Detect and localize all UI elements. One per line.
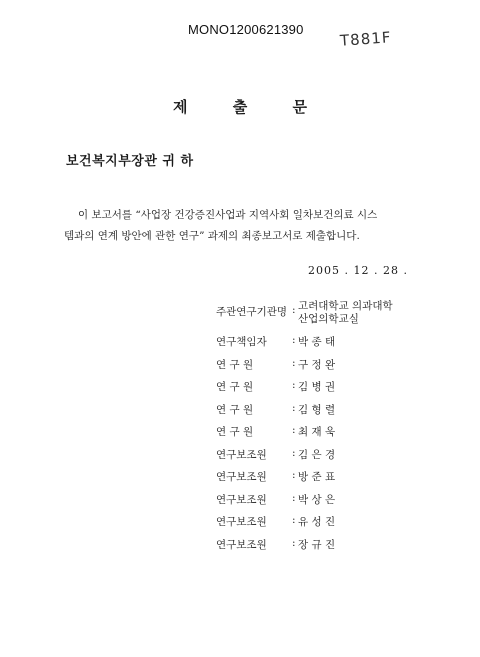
member-name: 박 상 은	[298, 493, 336, 506]
member-role: 연 구 원	[216, 403, 254, 416]
member-role: 연구보조원	[216, 471, 267, 483]
handwritten-mark: T881F	[339, 28, 392, 50]
member-role: 연 구 원	[216, 358, 254, 371]
separator: :	[292, 379, 296, 391]
member-role: 연 구 원	[216, 426, 254, 438]
member-row	[216, 537, 436, 560]
separator: :	[292, 469, 296, 481]
body-paragraph	[64, 205, 424, 247]
member-row	[216, 357, 436, 380]
member-name: 유 성 진	[298, 516, 336, 528]
member-row	[216, 424, 436, 447]
body-line-1: 이 보고서를 “사업장 건강증진사업과 지역사회 일차보건의료 시스	[78, 209, 378, 221]
member-row	[216, 447, 436, 470]
member-row	[216, 379, 436, 402]
institution-line-1: 고려대학교 의과대학	[298, 300, 393, 312]
member-name: 김 은 경	[298, 448, 336, 461]
member-role: 연구보조원	[216, 516, 267, 528]
separator: :	[292, 304, 296, 316]
member-name: 김 병 권	[298, 381, 336, 393]
separator: :	[292, 536, 296, 549]
member-row	[216, 334, 436, 357]
separator: :	[292, 446, 296, 459]
member-row	[216, 469, 436, 492]
separator: :	[292, 424, 296, 436]
member-row	[216, 492, 436, 515]
member-name: 김 형 렬	[298, 403, 336, 416]
separator: :	[292, 491, 296, 504]
member-name: 장 규 진	[298, 538, 336, 551]
member-name: 구 정 완	[298, 358, 336, 371]
member-name: 방 준 표	[298, 471, 336, 483]
member-role: 연구책임자	[216, 336, 267, 348]
member-role: 연 구 원	[216, 381, 254, 393]
addressee: 보건복지부장관 귀 하	[66, 154, 194, 169]
member-role: 연구보조원	[216, 493, 267, 506]
separator: :	[292, 334, 296, 346]
member-row	[216, 402, 436, 425]
member-role: 연구보조원	[216, 448, 267, 461]
member-name: 최 재 욱	[298, 426, 336, 438]
page-title: 제 출 문	[173, 98, 327, 116]
institution-row	[216, 300, 436, 334]
separator: :	[292, 514, 296, 526]
separator: :	[292, 401, 296, 414]
document-id: MONO1200621390	[188, 22, 304, 37]
body-line-2: 템과의 연계 방안에 관한 연구” 과제의 최종보고서로 제출합니다.	[64, 230, 360, 242]
institution-label: 주관연구기관명	[216, 306, 288, 318]
separator: :	[292, 356, 296, 369]
member-name: 박 종 태	[298, 336, 336, 348]
research-roster	[216, 300, 436, 559]
submission-date: 2005 . 12 . 28 .	[308, 264, 408, 277]
member-role: 연구보조원	[216, 538, 267, 551]
member-row	[216, 514, 436, 537]
institution-name	[298, 300, 436, 326]
institution-line-2: 산업의학교실	[298, 313, 359, 325]
